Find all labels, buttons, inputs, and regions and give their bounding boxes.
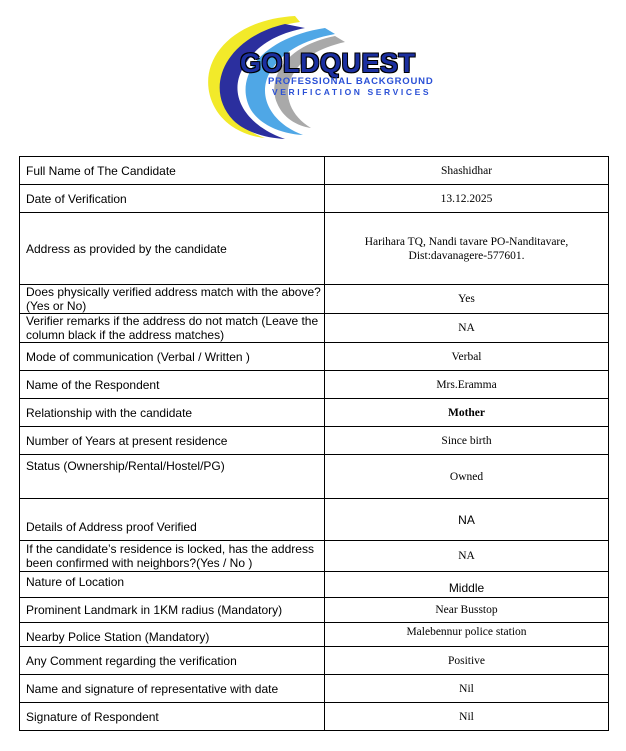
- row-label: Any Comment regarding the verification: [20, 647, 325, 675]
- table-row: [20, 541, 609, 572]
- row-value: Malebennur police station: [325, 623, 609, 647]
- row-value: NA: [325, 499, 609, 541]
- brand-tagline-2: VERIFICATION SERVICES: [272, 87, 432, 97]
- address-line-2: Dist:davanagere-577601.: [408, 249, 525, 262]
- brand-title: GOLDQUEST: [240, 48, 416, 78]
- table-row: [20, 314, 609, 343]
- row-value: Nil: [325, 703, 609, 731]
- table-row: [20, 572, 609, 598]
- row-value: Middle: [325, 572, 609, 598]
- row-label: Verifier remarks if the address do not match (Leave the column black if the address matches): [20, 314, 325, 343]
- table-row: [20, 499, 609, 541]
- row-value: NA: [325, 541, 609, 572]
- row-label: Full Name of The Candidate: [20, 157, 325, 185]
- row-value: NA: [325, 314, 609, 343]
- row-label: Nearby Police Station (Mandatory): [20, 623, 325, 647]
- table-row: [20, 399, 609, 427]
- table-row: [20, 623, 609, 647]
- row-value: 13.12.2025: [325, 185, 609, 213]
- row-label: Status (Ownership/Rental/Hostel/PG): [20, 455, 325, 499]
- row-value: Since birth: [325, 427, 609, 455]
- table-row: [20, 285, 609, 314]
- row-label: Name and signature of representative with date: [20, 675, 325, 703]
- row-label: Prominent Landmark in 1KM radius (Mandatory): [20, 598, 325, 623]
- row-label: Signature of Respondent: [20, 703, 325, 731]
- row-value: Verbal: [325, 343, 609, 371]
- verification-table: [19, 156, 609, 731]
- table-row: [20, 427, 609, 455]
- table-row: [20, 343, 609, 371]
- row-label: Number of Years at present residence: [20, 427, 325, 455]
- row-value: Mother: [325, 399, 609, 427]
- table-row: [20, 598, 609, 623]
- row-value: [325, 213, 609, 285]
- table-row: [20, 185, 609, 213]
- row-value: Owned: [325, 455, 609, 499]
- row-label: Date of Verification: [20, 185, 325, 213]
- row-label: Nature of Location: [20, 572, 325, 598]
- row-label: Does physically verified address match with the above? (Yes or No): [20, 285, 325, 314]
- row-value: Nil: [325, 675, 609, 703]
- row-label: Details of Address proof Verified: [20, 499, 325, 541]
- brand-tagline-1: PROFESSIONAL BACKGROUND: [268, 76, 434, 87]
- table-row: [20, 647, 609, 675]
- table-row: [20, 371, 609, 399]
- row-value: Yes: [325, 285, 609, 314]
- row-label: Name of the Respondent: [20, 371, 325, 399]
- row-value: Positive: [325, 647, 609, 675]
- row-label: Mode of communication (Verbal / Written ): [20, 343, 325, 371]
- table-row: [20, 703, 609, 731]
- table-row: [20, 157, 609, 185]
- row-label: Relationship with the candidate: [20, 399, 325, 427]
- address-line-1: Harihara TQ, Nandi tavare PO-Nanditavare,: [364, 235, 569, 248]
- row-value: Mrs.Eramma: [325, 371, 609, 399]
- row-value: Near Busstop: [325, 598, 609, 623]
- row-value: Shashidhar: [325, 157, 609, 185]
- table-row: [20, 213, 609, 285]
- table-row: [20, 675, 609, 703]
- table-row: [20, 455, 609, 499]
- row-label: If the candidate’s residence is locked, has the address been confirmed with neighbors?(Yes / No ): [20, 541, 325, 572]
- row-label: Address as provided by the candidate: [20, 213, 325, 285]
